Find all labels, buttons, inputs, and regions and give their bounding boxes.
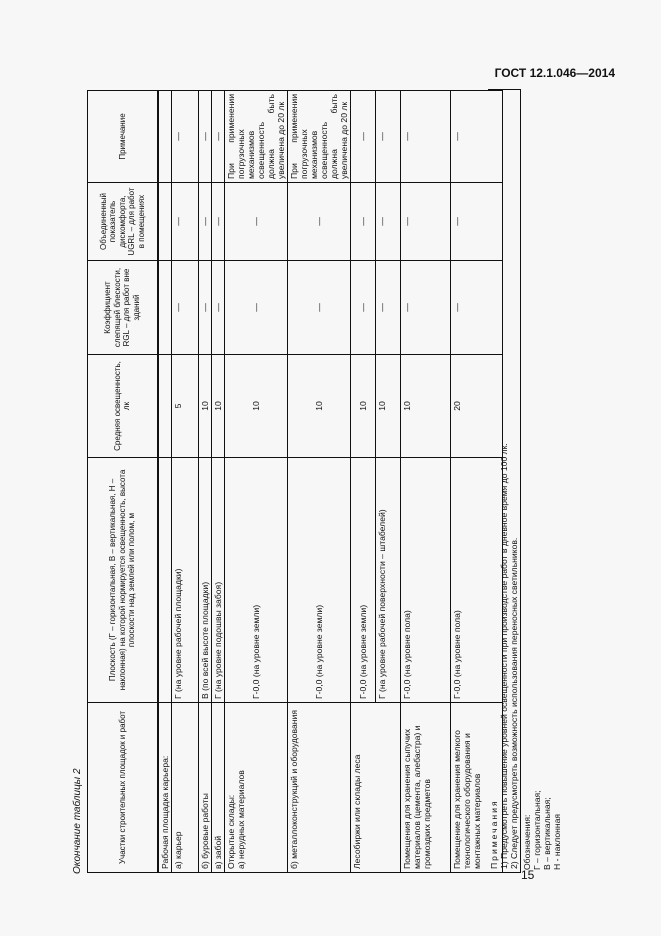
cell-note: — (198, 91, 211, 183)
note-item: 2) Следует предусмотреть возможность использования переносных светильников. (509, 537, 519, 869)
cell-ugrl: — (450, 183, 502, 261)
table-group-row (158, 91, 172, 873)
cell-area: в) забой (211, 703, 224, 873)
cell-rgl: — (171, 261, 198, 355)
table-row (171, 91, 198, 873)
cell-rgl: — (450, 261, 502, 355)
cell-lux: 10 (350, 355, 375, 458)
cell-ugrl: — (287, 183, 350, 261)
cell-plane: Г-0,0 (на уровне пола) (450, 458, 502, 703)
cell-rgl: — (400, 261, 450, 355)
cell-rgl: — (350, 261, 375, 355)
notes-title: Примечания (489, 799, 499, 869)
cell-area-title: Открытые склады: (225, 794, 236, 869)
cell-lux: 10 (211, 355, 224, 458)
legend (521, 91, 563, 873)
cell-plane: Г (на уровне рабочей поверхности – штабелей) (375, 458, 400, 703)
table-caption: Окончание таблицы 2 (72, 768, 83, 874)
table-row (350, 91, 375, 873)
notes-box (488, 89, 521, 873)
col-header-ugrl: Объединенный показатель дискомфорта, UGRL – для работ в помещениях (88, 183, 158, 261)
cell-lux: 10 (224, 355, 287, 458)
cell-rgl: — (287, 261, 350, 355)
col-header-rgl: Коэффициент слепящей блескости, RGL – для работ вне зданий (88, 261, 158, 355)
standard-number: ГОСТ 12.1.046—2014 (494, 66, 615, 80)
cell-ugrl: — (350, 183, 375, 261)
cell-note: — (171, 91, 198, 183)
legend-item: В – вертикальная; (542, 797, 552, 870)
cell-area-sub: а) нерудных материалов (235, 770, 246, 869)
illumination-table (87, 90, 503, 873)
cell-plane: Г-0,0 (на уровне земли) (224, 458, 287, 703)
cell-rgl: — (375, 261, 400, 355)
cell-area (224, 703, 287, 873)
cell-ugrl: — (211, 183, 224, 261)
col-header-area: Участки строительных площадок и работ (88, 703, 158, 873)
cell-lux: 20 (450, 355, 502, 458)
cell-ugrl: — (375, 183, 400, 261)
cell-lux: 10 (400, 355, 450, 458)
cell-area: Помещения для хранения сыпучих материалов (цемента, алебастра) и громоздких предметов (400, 703, 450, 873)
cell-note: При применении погрузочных механизмов освещенность должна быть увеличена до 20 лк (287, 91, 350, 183)
col-header-lux: Средняя освещенность, лк (88, 355, 158, 458)
cell-note: При применении погрузочных механизмов освещенность должна быть увеличена до 20 лк (224, 91, 287, 183)
page-number: 15 (521, 868, 535, 882)
group-label: Рабочая площадка карьера: (158, 703, 172, 873)
table-row (198, 91, 211, 873)
cell-lux: 5 (171, 355, 198, 458)
cell-area: б) металлоконструкций и оборудования (287, 703, 350, 873)
cell-note: — (350, 91, 375, 183)
cell-rgl: — (224, 261, 287, 355)
cell-rgl: — (211, 261, 224, 355)
cell-plane: Г (на уровне подошвы забоя) (211, 458, 224, 703)
cell-area: а) карьер (171, 703, 198, 873)
cell-note: — (211, 91, 224, 183)
cell-plane: В (по всей высоте площадки) (198, 458, 211, 703)
note-item: 1) Предусмотреть повышение уровней освещенности при производстве работ в дневное время до 100 лк. (499, 443, 509, 869)
legend-item: Н - наклонная (552, 813, 562, 870)
table-notes (488, 91, 563, 873)
cell-note: — (375, 91, 400, 183)
cell-lux: 10 (375, 355, 400, 458)
cell-area: Помещение для хранения мелкого технологического оборудования и монтажных материалов (450, 703, 502, 873)
cell-ugrl: — (171, 183, 198, 261)
cell-ugrl: — (400, 183, 450, 261)
col-header-plane: Плоскость (Г – горизонтальная, В – вертикальная, Н – наклонная) на которой нормируется освещенность, высота плоскости над землей или полом, м (88, 458, 158, 703)
table-header-row (88, 91, 158, 873)
cell-plane: Г-0,0 (на уровне пола) (400, 458, 450, 703)
cell-area: б) буровые работы (198, 703, 211, 873)
cell-note: — (450, 91, 502, 183)
cell-lux: 10 (287, 355, 350, 458)
cell-plane: Г-0,0 (на уровне земли) (350, 458, 375, 703)
cell-note: — (400, 91, 450, 183)
col-header-note: Примечание (88, 91, 158, 183)
legend-item: Г – горизонтальная; (532, 790, 542, 870)
table-row (211, 91, 224, 873)
cell-ugrl: — (224, 183, 287, 261)
table-row (287, 91, 350, 873)
cell-rgl: — (198, 261, 211, 355)
cell-ugrl: — (198, 183, 211, 261)
cell-area: Лесобиржи или склады леса (350, 703, 400, 873)
table-row (400, 91, 450, 873)
cell-plane: Г-0,0 (на уровне земли) (287, 458, 350, 703)
cell-plane: Г (на уровне рабочей площадки) (171, 458, 198, 703)
cell-lux: 10 (198, 355, 211, 458)
table-row (224, 91, 287, 873)
legend-title: Обозначения: (522, 814, 532, 870)
